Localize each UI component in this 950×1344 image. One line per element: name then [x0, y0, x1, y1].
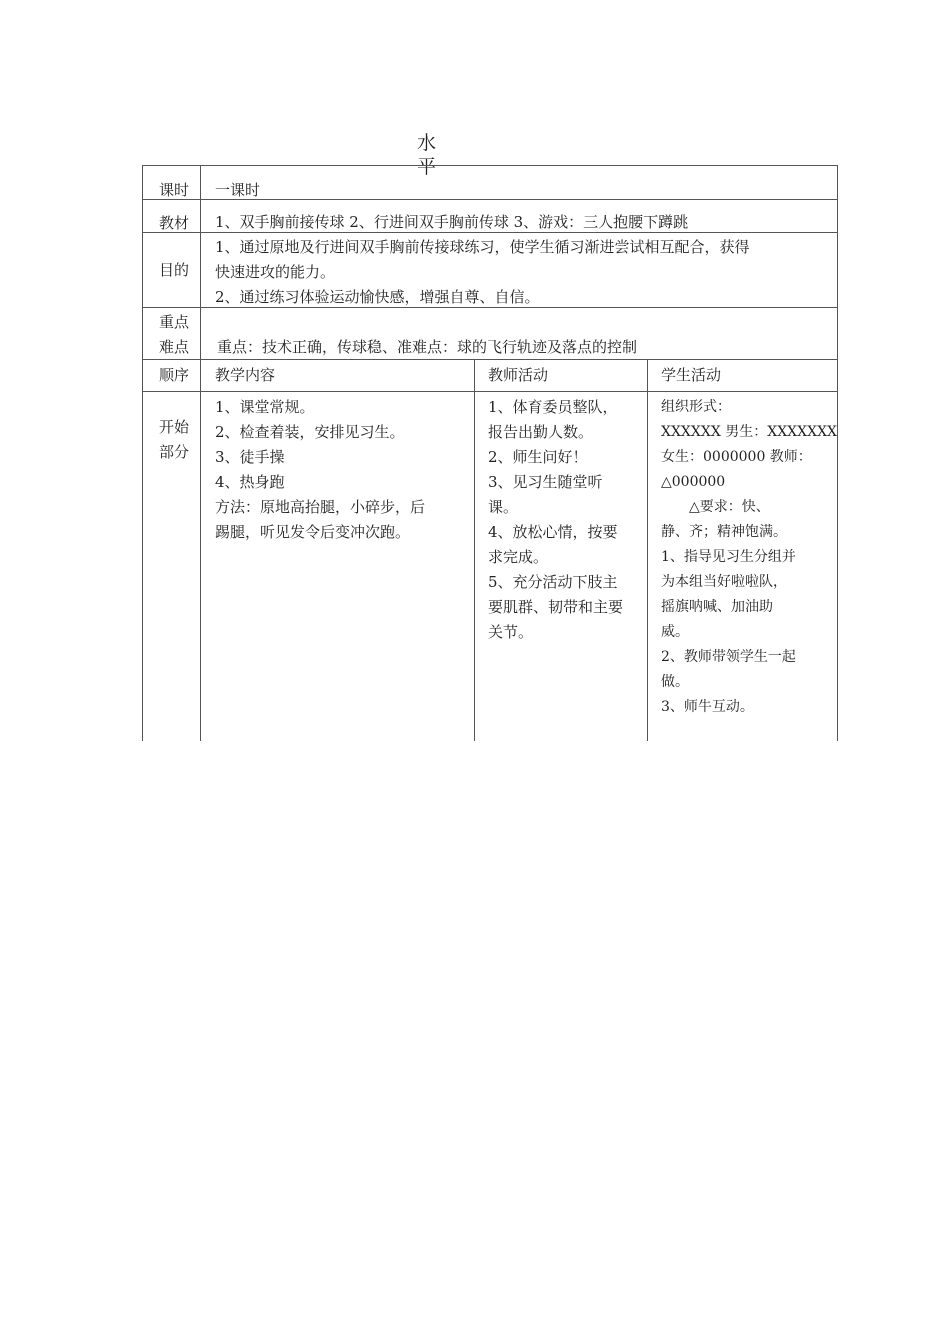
student-item: 组织形式： [661, 399, 731, 415]
content-item: 踢腿，听见发令后变冲次跑。 [215, 523, 411, 541]
content-item: 3、徒手操 [215, 448, 285, 466]
student-item: 做。 [661, 674, 689, 690]
start-section-label-line: 开始 [159, 418, 190, 436]
keypoints-value: 重点：技术正确，传球稳、准难点：球的飞行轨迹及落点的控制 [217, 338, 638, 356]
start-section-label [159, 415, 189, 465]
teacher-item: 1、体育委员整队， [488, 398, 618, 416]
teacher-item: 4、放松心情，按要 [488, 523, 618, 541]
student-item: 为本组当好啦啦队， [661, 574, 787, 590]
start-content-list [215, 395, 461, 545]
student-item: 静、齐；精神饱满。 [661, 524, 787, 540]
teacher-item: 课。 [488, 498, 519, 516]
student-item: 3、师牛互动。 [661, 699, 754, 715]
start-section-label-line: 部分 [159, 443, 190, 461]
student-item: 女生：0000000 教师： [661, 449, 812, 465]
teacher-item: 5、充分活动下肢主 [488, 573, 618, 591]
goal-line: 2、通过练习体验运动愉快感，增强自尊、自信。 [215, 288, 540, 306]
column-divider [647, 359, 648, 741]
teacher-item: 报告出勤人数。 [488, 423, 594, 441]
column-header-student: 学生活动 [661, 366, 722, 384]
row-divider [143, 391, 837, 392]
column-header-order: 顺序 [159, 366, 190, 384]
content-item: 方法：原地高抬腿，小碎步，后 [215, 498, 426, 516]
material-value: 1、双手胸前接传球 2、行进间双手胸前传球 3、游戏：三人抱腰下蹲跳 [215, 213, 689, 231]
teacher-item: 求完成。 [488, 548, 549, 566]
goal-label: 目的 [159, 261, 190, 279]
column-header-content: 教学内容 [215, 366, 276, 384]
period-label: 课时 [159, 181, 190, 199]
keypoints-label-line: 重点 [159, 313, 190, 331]
content-item: 4、热身跑 [215, 473, 285, 491]
goal-line: 快速进攻的能力。 [215, 263, 336, 281]
column-divider [200, 166, 201, 741]
teacher-item: 关节。 [488, 623, 534, 641]
goal-text [215, 235, 750, 310]
start-student-list [661, 395, 838, 720]
teacher-item: 3、见习生随堂听 [488, 473, 603, 491]
column-divider [474, 359, 475, 741]
goal-line: 1、通过原地及行进间双手胸前传接球练习，使学生循习渐进尝试相互配合，获得 [215, 238, 750, 256]
lesson-plan-table [142, 165, 838, 741]
student-item: 摇旗呐喊、加油助 [661, 599, 773, 615]
start-teacher-list [488, 395, 644, 645]
student-item: △要求：快、 [661, 499, 770, 515]
teacher-item: 2、师生问好！ [488, 448, 588, 466]
content-item: 1、课堂常规。 [215, 398, 315, 416]
keypoints-label [159, 310, 189, 360]
keypoints-label-line: 难点 [159, 338, 190, 356]
column-header-teacher: 教师活动 [488, 366, 549, 384]
student-item: 威。 [661, 624, 689, 640]
student-item: △000000 [661, 474, 726, 490]
student-item: 1、指导见习生分组并 [661, 549, 796, 565]
teacher-item: 要肌群、韧带和主要 [488, 598, 624, 616]
student-item: 2、教师带领学生一起 [661, 649, 796, 665]
student-item: XXXXXX 男生：XXXXXXX [661, 424, 838, 440]
content-item: 2、检查着装，安排见习生。 [215, 423, 405, 441]
period-value: 一课时 [215, 181, 261, 199]
document-title: 水平 [417, 132, 437, 178]
material-label: 教材 [159, 214, 190, 232]
